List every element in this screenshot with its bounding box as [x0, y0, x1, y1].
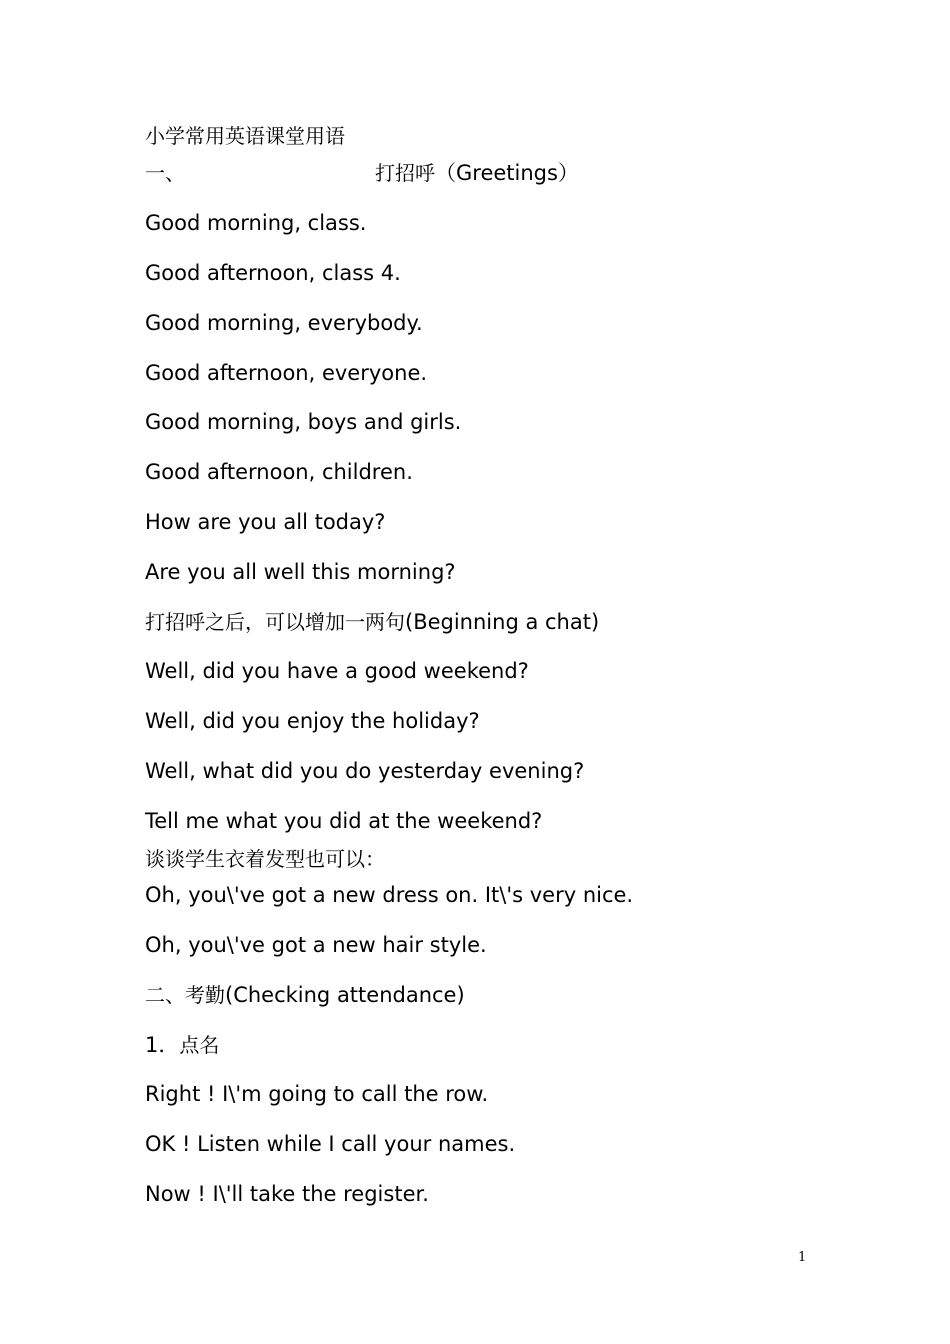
section-heading-cn: 打招呼	[375, 161, 435, 185]
section-heading-attendance	[145, 985, 465, 1006]
chat-line: Tell me what you did at the weekend?	[145, 809, 543, 833]
section-heading-attendance-cn: 二、考勤	[145, 983, 225, 1007]
section-heading-attendance-en: (Checking attendance)	[225, 983, 465, 1007]
chat-intro-cn: 打招呼之后，可以增加一两句	[145, 610, 405, 634]
clothing-intro: 谈谈学生衣着发型也可以：	[145, 847, 385, 871]
subsection-number: 1．	[145, 1033, 180, 1057]
greeting-line: Good morning, class.	[145, 211, 367, 235]
greeting-line: Good morning, boys and girls.	[145, 410, 462, 434]
chat-line: Well, did you enjoy the holiday?	[145, 709, 480, 733]
greeting-line: Good afternoon, class 4.	[145, 261, 401, 285]
section-number: 一、	[145, 161, 185, 185]
greeting-line: Good morning, everybody.	[145, 311, 423, 335]
page-number: 1	[798, 1250, 807, 1265]
chat-line: Well, did you have a good weekend?	[145, 659, 529, 683]
chat-line: Well, what did you do yesterday evening?	[145, 759, 585, 783]
greeting-line: How are you all today?	[145, 510, 386, 534]
rollcall-line: Now ! I\'ll take the register.	[145, 1182, 429, 1206]
document-title: 小学常用英语课堂用语	[145, 124, 345, 148]
subsection-heading-cn: 点名	[179, 1033, 220, 1057]
greeting-line: Good afternoon, everyone.	[145, 361, 428, 385]
rollcall-line: OK ! Listen while I call your names.	[145, 1132, 516, 1156]
section-heading-text	[375, 163, 579, 184]
section-heading-greetings	[0, 163, 950, 189]
clothing-line: Oh, you\'ve got a new hair style.	[145, 933, 487, 957]
subsection-heading-rollcall	[145, 1035, 219, 1056]
clothing-line: Oh, you\'ve got a new dress on. It\'s very nice.	[145, 883, 634, 907]
chat-intro-en: (Beginning a chat)	[405, 610, 600, 634]
rollcall-line: Right ! I\'m going to call the row.	[145, 1082, 489, 1106]
chat-intro	[145, 612, 599, 633]
greeting-line: Are you all well this morning?	[145, 560, 456, 584]
greeting-line: Good afternoon, children.	[145, 460, 413, 484]
section-heading-en: （Greetings）	[435, 161, 579, 185]
